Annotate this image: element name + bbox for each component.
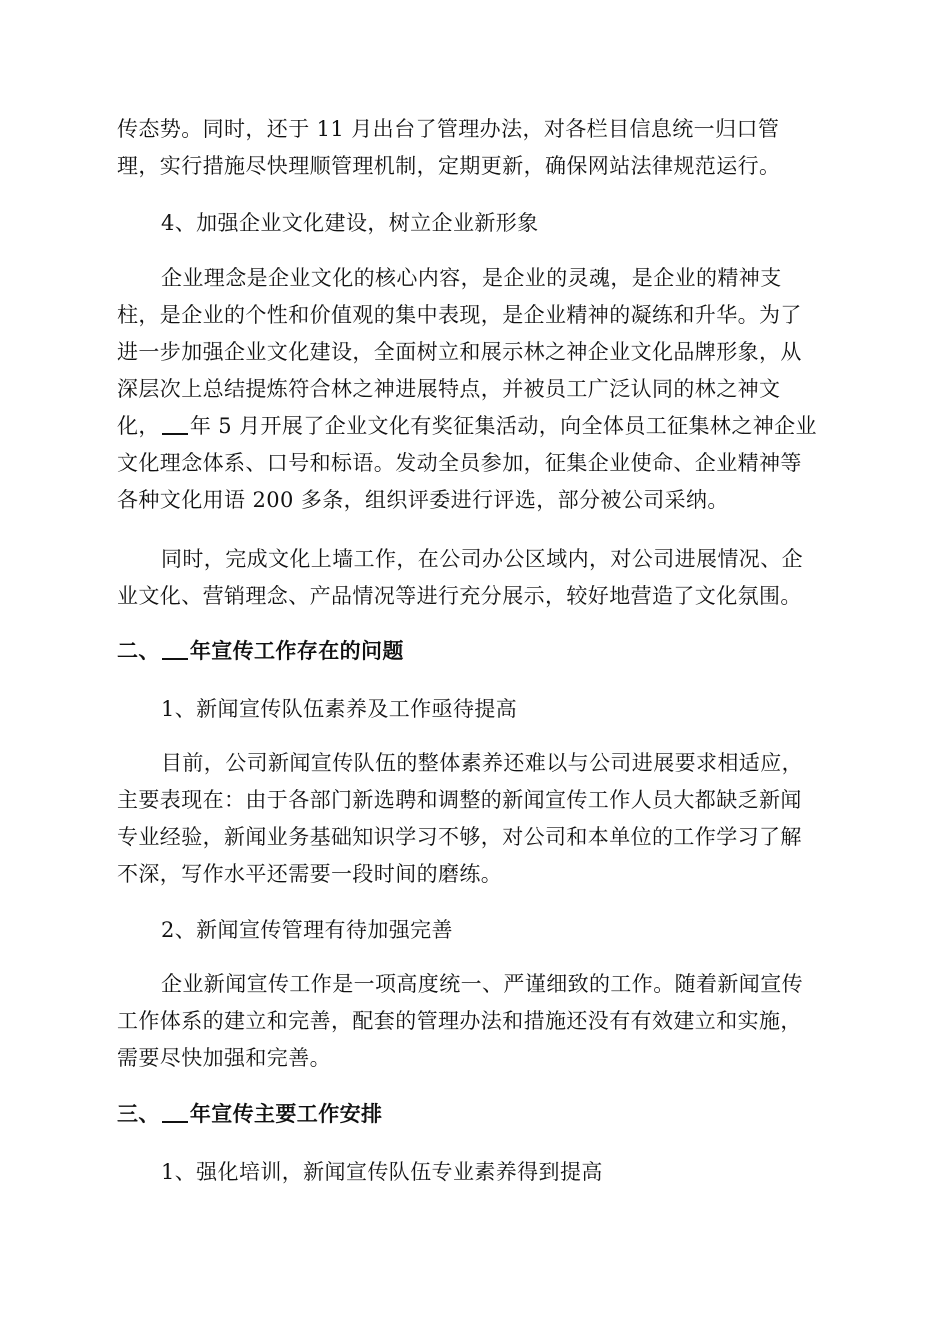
item-2-2-title xyxy=(117,912,837,949)
item-4-title xyxy=(117,205,837,242)
text-line: 理，实行措施尽快理顺管理机制，定期更新，确保网站法律规范运行。 xyxy=(117,154,781,178)
subheading: 4、加强企业文化建设，树立企业新形象 xyxy=(161,211,539,235)
paragraph-continuation xyxy=(117,111,837,185)
paragraph-wall xyxy=(117,541,837,615)
text-line: 文化理念体系、口号和标语。发动全员参加，征集企业使命、企业精神等 xyxy=(117,451,802,475)
section-prefix: 三、 xyxy=(117,1102,160,1126)
text-line: 企业新闻宣传工作是一项高度统一、严谨细致的工作。随着新闻宣传 xyxy=(161,972,803,996)
text-line-with-blank xyxy=(117,408,837,445)
text-line: 目前，公司新闻宣传队伍的整体素养还难以与公司进展要求相适应， xyxy=(161,751,803,775)
fill-in-blank xyxy=(162,411,188,435)
text-line: 进一步加强企业文化建设，全面树立和展示林之神企业文化品牌形象，从 xyxy=(117,340,802,364)
section-3-heading xyxy=(117,1096,837,1133)
text-fragment: 年 5 月开展了企业文化有奖征集活动，向全体员工征集林之神企业 xyxy=(189,414,817,438)
text-line: 主要表现在：由于各部门新选聘和调整的新闻宣传工作人员大都缺乏新闻 xyxy=(117,788,802,812)
fill-in-blank xyxy=(162,636,188,660)
text-line: 各种文化用语 200 多条，组织评委进行评选，部分被公司采纳。 xyxy=(117,488,729,512)
text-line: 深层次上总结提炼符合林之神进展特点，并被员工广泛认同的林之神文 xyxy=(117,377,781,401)
subheading: 1、强化培训，新闻宣传队伍专业素养得到提高 xyxy=(161,1160,603,1184)
text-line: 工作体系的建立和完善，配套的管理办法和措施还没有有效建立和实施， xyxy=(117,1009,802,1033)
text-line: 柱，是企业的个性和价值观的集中表现，是企业精神的凝练和升华。为了 xyxy=(117,303,802,327)
text-line: 不深，写作水平还需要一段时间的磨练。 xyxy=(117,862,503,886)
paragraph-manage xyxy=(117,966,837,1077)
subheading: 2、新闻宣传管理有待加强完善 xyxy=(161,918,453,942)
item-3-1-title xyxy=(117,1154,837,1191)
section-title: 年宣传工作存在的问题 xyxy=(189,639,404,663)
fill-in-blank xyxy=(162,1099,188,1123)
subheading: 1、新闻宣传队伍素养及工作亟待提高 xyxy=(161,697,518,721)
text-line: 业文化、营销理念、产品情况等进行充分展示，较好地营造了文化氛围。 xyxy=(117,584,802,608)
paragraph-culture xyxy=(117,260,837,519)
section-prefix: 二、 xyxy=(117,639,160,663)
paragraph-team xyxy=(117,745,837,893)
section-2-heading xyxy=(117,633,837,670)
text-line: 专业经验，新闻业务基础知识学习不够，对公司和本单位的工作学习了解 xyxy=(117,825,802,849)
text-line: 同时，完成文化上墙工作，在公司办公区域内，对公司进展情况、企 xyxy=(161,547,803,571)
section-title: 年宣传主要工作安排 xyxy=(189,1102,383,1126)
item-2-1-title xyxy=(117,691,837,728)
text-line: 传态势。同时，还于 11 月出台了管理办法，对各栏目信息统一归口管 xyxy=(117,117,780,141)
text-fragment: 化， xyxy=(117,414,160,438)
text-line: 企业理念是企业文化的核心内容，是企业的灵魂，是企业的精神支 xyxy=(161,266,782,290)
text-line: 需要尽快加强和完善。 xyxy=(117,1046,331,1070)
